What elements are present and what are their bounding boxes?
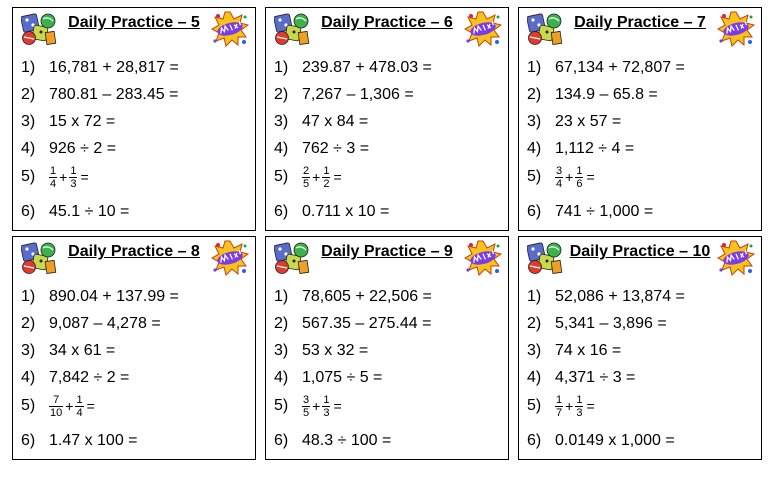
denominator: 4	[76, 406, 83, 419]
question-row	[274, 428, 391, 454]
card-title: Daily Practice – 10	[569, 243, 711, 260]
numerator: 1	[50, 164, 57, 177]
question-row	[527, 199, 653, 225]
question-number: 1)	[21, 288, 36, 305]
numerator: 3	[303, 393, 310, 406]
question-number: 5)	[21, 168, 36, 186]
equals-sign: =	[333, 169, 342, 185]
question-number: 6)	[274, 432, 289, 449]
question-row	[274, 109, 368, 135]
practice-card-4	[12, 236, 256, 460]
numerator: 1	[323, 164, 330, 177]
operator: +	[59, 169, 68, 185]
question-row	[274, 55, 432, 81]
maths-burst-icon	[211, 240, 249, 276]
question-row	[21, 55, 179, 81]
question-text: 23 x 57 =	[555, 113, 622, 130]
question-number: 4)	[527, 140, 542, 157]
practice-card-3	[518, 7, 762, 231]
question-row	[21, 338, 115, 364]
question-row	[21, 164, 89, 190]
question-text: 15 x 72 =	[49, 113, 116, 130]
question-number: 5)	[274, 397, 289, 415]
denominator: 4	[556, 177, 563, 190]
maths-burst-icon	[211, 11, 249, 47]
question-row	[21, 365, 129, 391]
question-row	[527, 428, 675, 454]
operator: +	[65, 398, 74, 414]
fraction	[302, 165, 310, 190]
question-number: 6)	[527, 432, 542, 449]
card-title: Daily Practice – 5	[68, 14, 200, 31]
question-text: 1,112 ÷ 4 =	[555, 140, 635, 157]
question-row	[21, 109, 115, 135]
question-text: 134.9 – 65.8 =	[555, 86, 658, 103]
question-row	[527, 338, 621, 364]
practice-card-1	[12, 7, 256, 231]
question-row	[21, 311, 161, 337]
numerator: 1	[576, 393, 583, 406]
question-text: 53 x 32 =	[302, 342, 369, 359]
equals-sign: =	[80, 169, 89, 185]
question-row	[21, 393, 95, 419]
question-row	[527, 55, 685, 81]
question-row	[527, 109, 621, 135]
denominator: 7	[556, 406, 563, 419]
question-number: 3)	[274, 113, 289, 130]
fraction	[555, 165, 563, 190]
question-text: 0.0149 x 1,000 =	[555, 432, 675, 449]
question-number: 4)	[274, 140, 289, 157]
question-row	[527, 164, 595, 190]
numerator: 1	[76, 393, 83, 406]
fraction	[322, 165, 330, 190]
question-text: 7,842 ÷ 2 =	[49, 369, 130, 386]
numerator: 1	[70, 164, 77, 177]
maths-burst-icon	[717, 11, 755, 47]
question-row	[21, 284, 179, 310]
denominator: 10	[50, 406, 63, 419]
denominator: 5	[303, 177, 310, 190]
question-number: 5)	[527, 168, 542, 186]
question-text: 1,075 ÷ 5 =	[302, 369, 383, 386]
question-text: 0.711 x 10 =	[302, 203, 390, 220]
fraction	[49, 165, 57, 190]
question-text: 9,087 – 4,278 =	[49, 315, 161, 332]
question-number: 2)	[274, 315, 289, 332]
question-number: 3)	[527, 342, 542, 359]
question-number: 1)	[21, 59, 36, 76]
question-number: 4)	[527, 369, 542, 386]
question-text: 48.3 ÷ 100 =	[302, 432, 392, 449]
question-number: 4)	[21, 369, 36, 386]
question-row	[527, 365, 635, 391]
question-row	[21, 428, 138, 454]
card-title: Daily Practice – 9	[321, 243, 453, 260]
question-number: 2)	[21, 86, 36, 103]
question-row	[527, 284, 685, 310]
question-number: 1)	[274, 59, 289, 76]
card-title: Daily Practice – 7	[574, 14, 706, 31]
question-number: 3)	[527, 113, 542, 130]
fraction	[302, 394, 310, 419]
numerator: 1	[323, 393, 330, 406]
question-row	[274, 284, 432, 310]
question-text: 47 x 84 =	[302, 113, 369, 130]
operator: +	[312, 398, 321, 414]
fraction	[555, 394, 563, 419]
question-row	[527, 136, 634, 162]
question-text: 7,267 – 1,306 =	[302, 86, 414, 103]
denominator: 6	[576, 177, 583, 190]
question-number: 5)	[274, 168, 289, 186]
question-number: 6)	[21, 203, 36, 220]
question-text: 52,086 + 13,874 =	[555, 288, 685, 305]
fraction	[575, 394, 583, 419]
question-number: 6)	[21, 432, 36, 449]
fraction	[69, 165, 77, 190]
question-row	[527, 393, 595, 419]
question-number: 3)	[21, 113, 36, 130]
question-row	[21, 82, 178, 108]
fraction	[75, 394, 83, 419]
question-number: 2)	[527, 315, 542, 332]
question-number: 1)	[527, 59, 542, 76]
question-number: 6)	[527, 203, 542, 220]
question-row	[527, 82, 658, 108]
question-row	[274, 164, 342, 190]
question-row	[274, 136, 369, 162]
practice-card-2	[265, 7, 509, 231]
question-row	[274, 365, 382, 391]
question-number: 4)	[274, 369, 289, 386]
question-number: 1)	[527, 288, 542, 305]
question-number: 2)	[21, 315, 36, 332]
question-text: 34 x 61 =	[49, 342, 116, 359]
operator: +	[312, 169, 321, 185]
question-text: 78,605 + 22,506 =	[302, 288, 432, 305]
maths-burst-icon	[464, 11, 502, 47]
question-number: 5)	[527, 397, 542, 415]
question-text: 45.1 ÷ 10 =	[49, 203, 130, 220]
question-number: 2)	[274, 86, 289, 103]
denominator: 3	[576, 406, 583, 419]
question-number: 1)	[274, 288, 289, 305]
denominator: 3	[70, 177, 77, 190]
question-row	[274, 311, 431, 337]
practice-card-5	[265, 236, 509, 460]
fraction	[322, 394, 330, 419]
question-text: 567.35 – 275.44 =	[302, 315, 432, 332]
question-number: 6)	[274, 203, 289, 220]
question-number: 4)	[21, 140, 36, 157]
equals-sign: =	[86, 398, 95, 414]
numerator: 3	[556, 164, 563, 177]
operator: +	[565, 169, 574, 185]
question-text: 926 ÷ 2 =	[49, 140, 117, 157]
practice-card-6	[518, 236, 762, 460]
maths-burst-icon	[717, 240, 755, 276]
question-text: 5,341 – 3,896 =	[555, 315, 667, 332]
question-row	[274, 82, 414, 108]
card-title: Daily Practice – 6	[321, 14, 453, 31]
question-text: 4,371 ÷ 3 =	[555, 369, 636, 386]
question-number: 5)	[21, 397, 36, 415]
question-text: 741 ÷ 1,000 =	[555, 203, 654, 220]
operator: +	[565, 398, 574, 414]
equals-sign: =	[586, 398, 595, 414]
question-row	[21, 199, 129, 225]
denominator: 3	[323, 406, 330, 419]
question-row	[274, 393, 342, 419]
equals-sign: =	[333, 398, 342, 414]
denominator: 2	[323, 177, 330, 190]
fraction	[575, 165, 583, 190]
fraction	[49, 394, 63, 419]
question-number: 3)	[21, 342, 36, 359]
maths-burst-icon	[464, 240, 502, 276]
question-text: 780.81 – 283.45 =	[49, 86, 179, 103]
denominator: 5	[303, 406, 310, 419]
question-number: 2)	[527, 86, 542, 103]
question-text: 890.04 + 137.99 =	[49, 288, 179, 305]
question-text: 16,781 + 28,817 =	[49, 59, 179, 76]
question-row	[274, 338, 368, 364]
denominator: 4	[50, 177, 57, 190]
card-title: Daily Practice – 8	[68, 243, 200, 260]
question-text: 1.47 x 100 =	[49, 432, 138, 449]
question-number: 3)	[274, 342, 289, 359]
question-text: 762 ÷ 3 =	[302, 140, 370, 157]
question-text: 239.87 + 478.03 =	[302, 59, 432, 76]
numerator: 7	[49, 394, 63, 407]
question-text: 74 x 16 =	[555, 342, 622, 359]
numerator: 2	[303, 164, 310, 177]
numerator: 1	[576, 164, 583, 177]
numerator: 1	[556, 393, 563, 406]
question-text: 67,134 + 72,807 =	[555, 59, 685, 76]
question-row	[274, 199, 389, 225]
question-row	[527, 311, 667, 337]
equals-sign: =	[586, 169, 595, 185]
question-row	[21, 136, 116, 162]
